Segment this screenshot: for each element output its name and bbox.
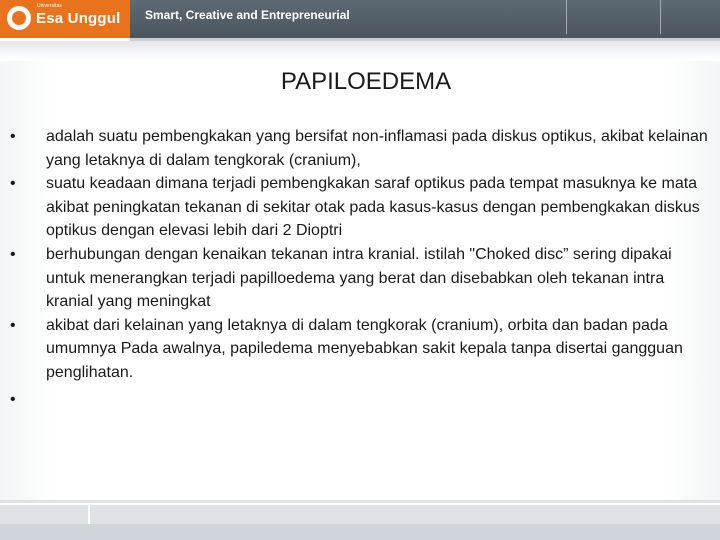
bullet-item bbox=[10, 125, 712, 172]
header-decoration bbox=[566, 0, 661, 34]
logo bbox=[0, 0, 130, 38]
bullet-text: berhubungan dengan kenaikan tekanan intra kranial. istilah "Choked disc” sering dipakai untuk menerangkan terjadi papilloedema yang berat dan disebabkan oleh tekanan intra kranial yang meningkat bbox=[46, 245, 672, 311]
bullet-item bbox=[10, 172, 712, 243]
logo-emblem-icon bbox=[7, 6, 31, 30]
bullet-dot-icon: • bbox=[10, 128, 16, 145]
bullet-dot-icon: • bbox=[10, 390, 16, 408]
bullet-text: adalah suatu pembengkakan yang bersifat non-inflamasi pada diskus optikus, akibat kelainan yang letaknya di dalam tengkorak (cranium), bbox=[46, 128, 708, 169]
slide-title: PAPILOEDEMA bbox=[280, 68, 452, 95]
bullet-list bbox=[10, 125, 712, 412]
bullet-item bbox=[10, 314, 712, 385]
footer-frame bbox=[88, 503, 720, 525]
bullet-item-empty bbox=[10, 388, 712, 412]
bullet-dot-icon: • bbox=[10, 316, 16, 334]
slide-top-shade bbox=[0, 41, 720, 61]
bullet-dot-icon: • bbox=[10, 245, 16, 263]
footer-band bbox=[0, 524, 720, 540]
logo-name: Esa Unggul bbox=[36, 10, 121, 27]
bullet-item bbox=[10, 243, 712, 314]
bullet-text: akibat dari kelainan yang letaknya di dalam tengkorak (cranium), orbita dan badan pada umumnya Pada awalnya, papiledema menyebabkan sakit kepala tanpa disertai gangguan penglihatan. bbox=[46, 316, 683, 381]
bullet-dot-icon: • bbox=[10, 175, 16, 193]
bullet-text: suatu keadaan dimana terjadi pembengkakan saraf optikus pada tempat masuknya ke mata akibat peningkatan tekanan di sekitar otak pada kasus-kasus dengan pembengkakan diskus optikus dengan elevasi lebih dari 2 Dioptri bbox=[46, 175, 700, 240]
tagline: Smart, Creative and Entrepreneurial bbox=[145, 8, 350, 22]
logo-small-text: Universitas bbox=[37, 3, 62, 9]
